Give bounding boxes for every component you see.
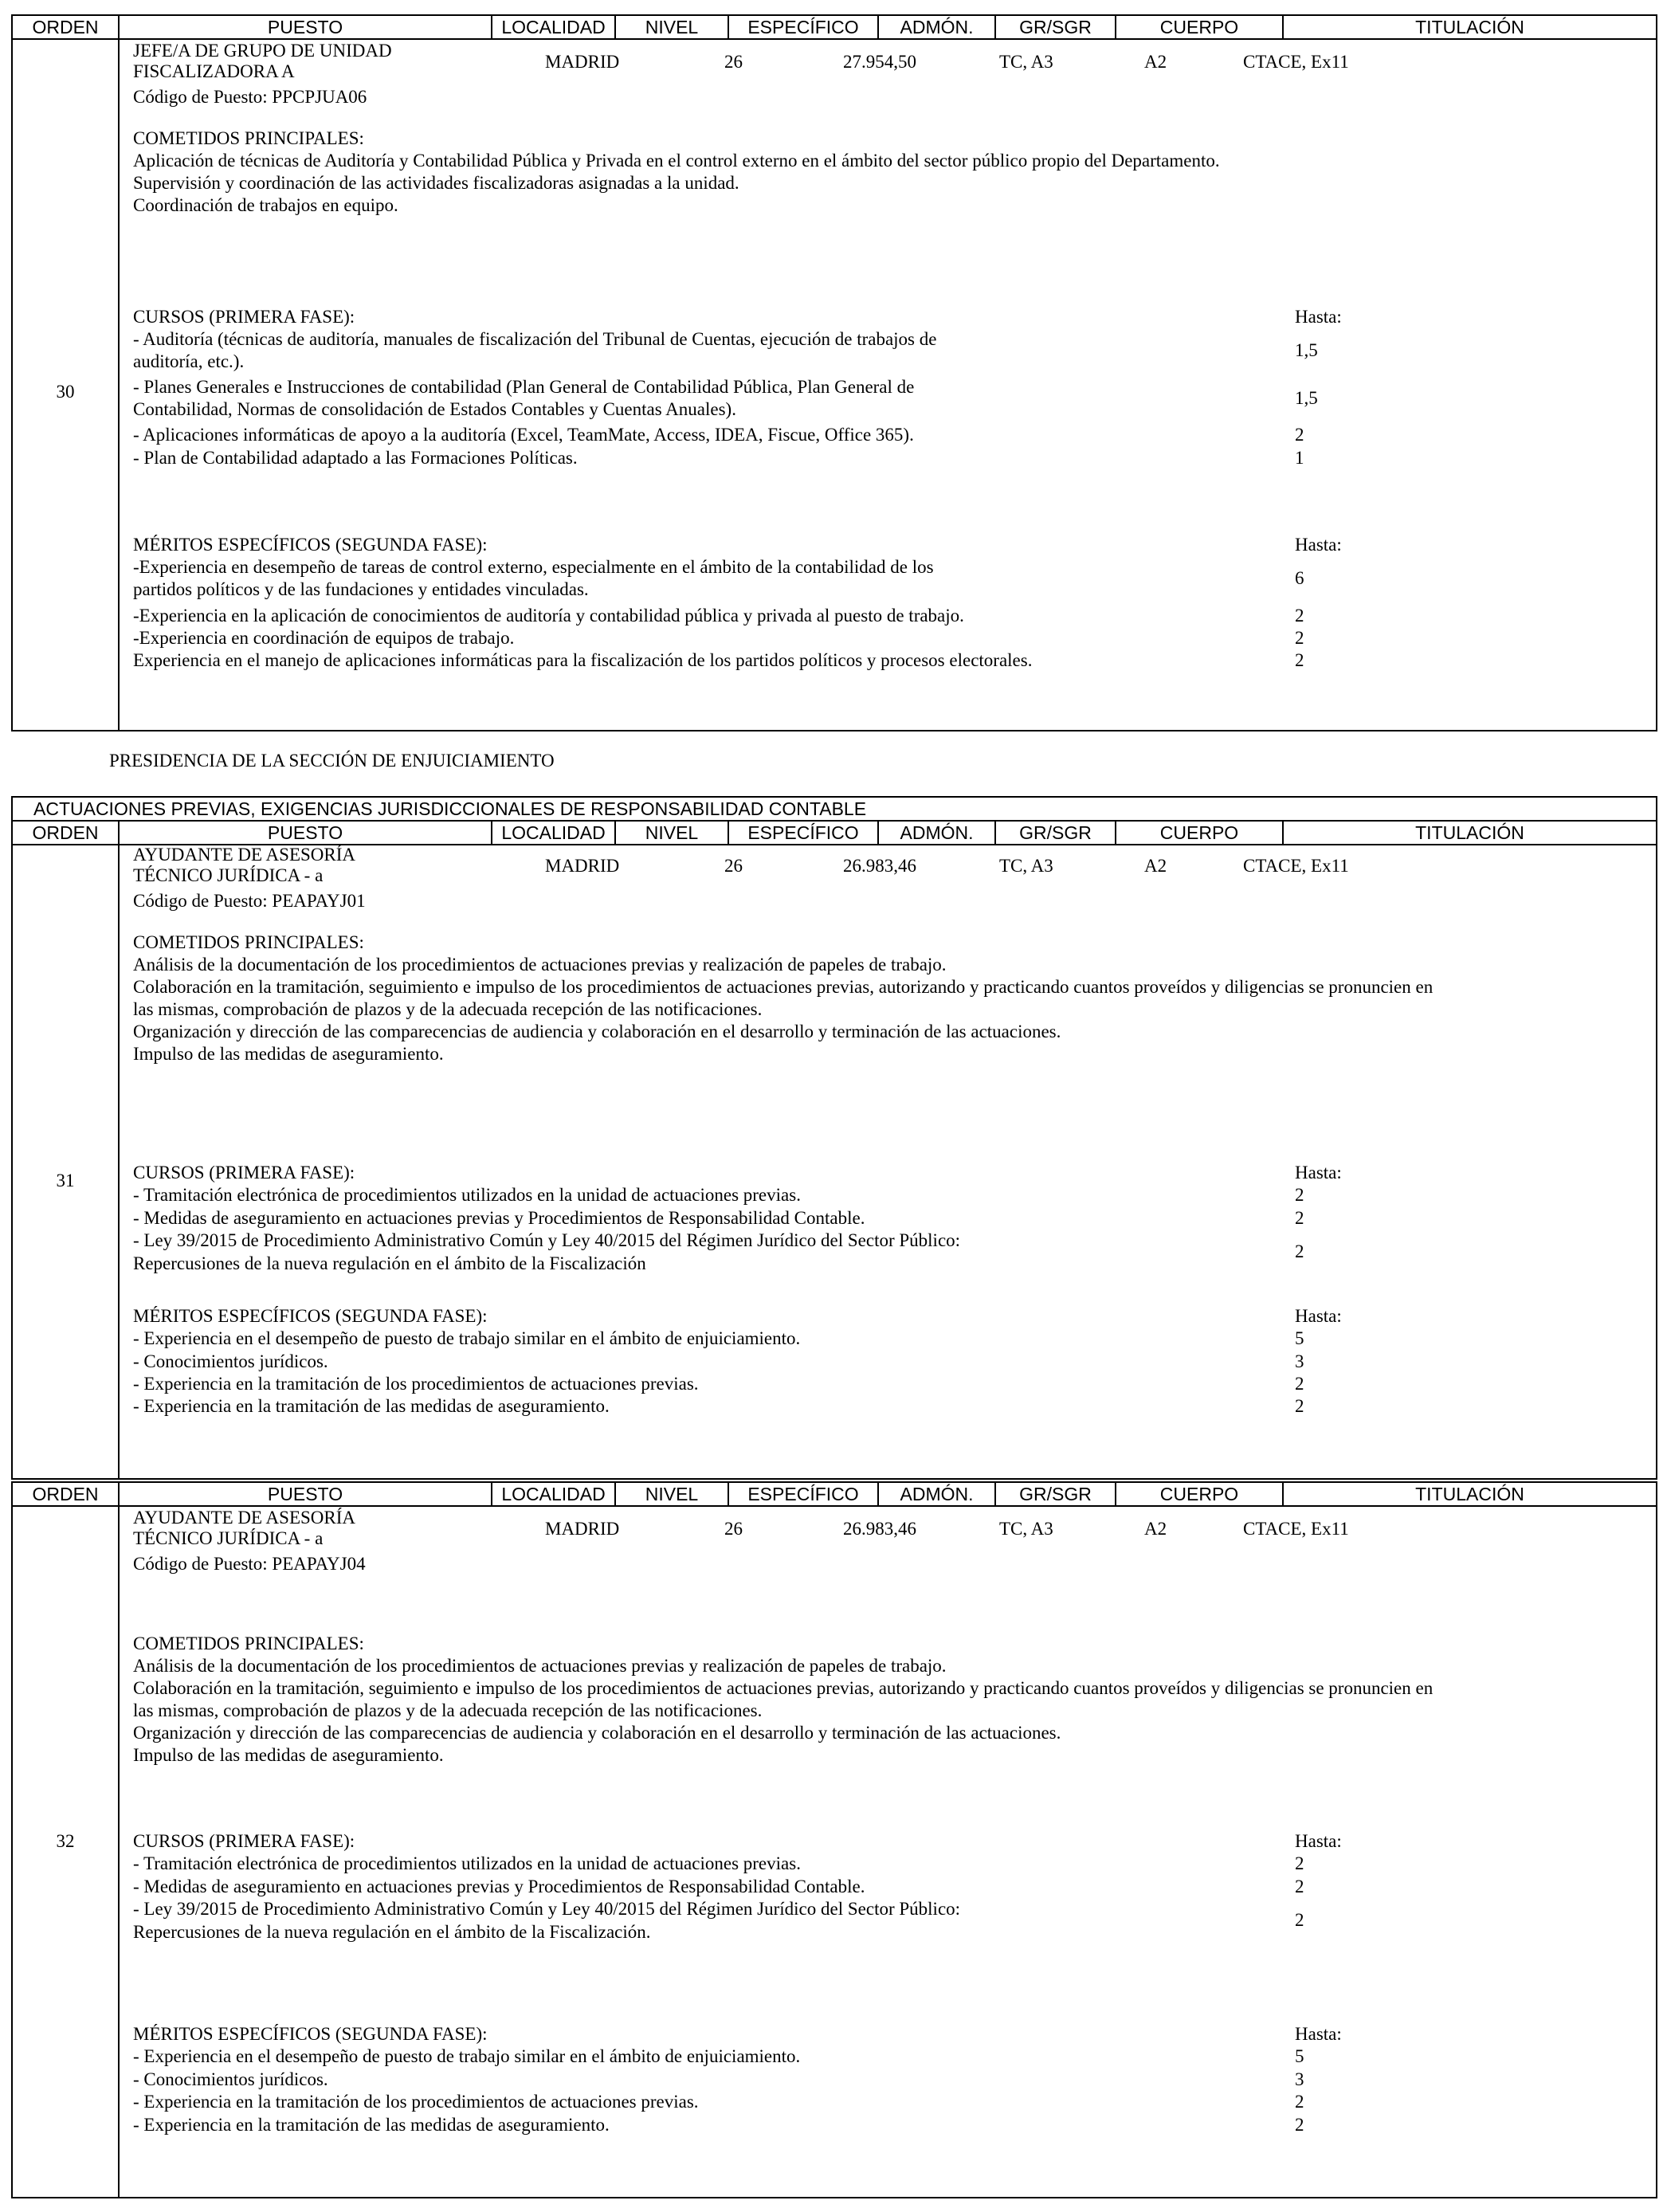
cometido-line: las mismas, comprobación de plazos y de la adecuada recepción de las notificaciones. [133, 1700, 763, 1720]
merito-line: - Experiencia en la tramitación de las medidas de aseguramiento. [133, 1396, 610, 1416]
hasta-label: Hasta: [1295, 307, 1342, 327]
header-cell: ESPECÍFICO [728, 1483, 877, 1505]
header-cell: TITULACIÓN [1282, 1483, 1656, 1505]
meritos-title: MÉRITOS ESPECÍFICOS (SEGUNDA FASE): [133, 535, 488, 555]
header-cell: GR/SGR [994, 16, 1115, 38]
curso-line: - Auditoría (técnicas de auditoría, manuales de fiscalización del Tribunal de Cuentas, ejecución de trabajos de [133, 329, 937, 349]
orden-number: 32 [56, 1831, 75, 1851]
curso-line: - Ley 39/2015 de Procedimiento Administrativo Común y Ley 40/2015 del Régimen Jurídico del Sector Público: [133, 1230, 961, 1250]
merito-line: - Conocimientos jurídicos. [133, 1351, 328, 1371]
cometido-line: Coordinación de trabajos en equipo. [133, 195, 398, 215]
merito-points: 2 [1295, 2092, 1304, 2112]
merito-points: 6 [1295, 568, 1304, 588]
header-cell: CUERPO [1115, 822, 1282, 844]
nivel-value: 26 [724, 52, 743, 72]
merito-line: - Experiencia en la tramitación de los procedimientos de actuaciones previas. [133, 1374, 699, 1394]
cometido-line: Organización y dirección de las comparecencias de audiencia y colaboración en el desarrollo y terminación de las actuaciones. [133, 1723, 1061, 1743]
header-cell: PUESTO [118, 1483, 491, 1505]
curso-points: 1,5 [1295, 340, 1318, 360]
admon-value: TC, A3 [999, 52, 1053, 72]
puesto-name: AYUDANTE DE ASESORÍA [133, 1508, 355, 1528]
hasta-label: Hasta: [1295, 2024, 1342, 2044]
header-cell: NIVEL [614, 1483, 728, 1505]
header-cell: ADMÓN. [877, 822, 994, 844]
header-cell: LOCALIDAD [491, 822, 614, 844]
orden-number: 31 [56, 1171, 75, 1190]
header-cell: TITULACIÓN [1282, 822, 1656, 844]
curso-points: 2 [1295, 1910, 1304, 1930]
merito-line: - Experiencia en el desempeño de puesto de trabajo similar en el ámbito de enjuiciamiento. [133, 1328, 801, 1348]
cometido-line: Colaboración en la tramitación, seguimiento e impulso de los procedimientos de actuaciones previas, autorizando y practicando cuantos proveídos y diligencias se pronuncien en [133, 977, 1434, 997]
merito-line: - Experiencia en la tramitación de los procedimientos de actuaciones previas. [133, 2092, 699, 2112]
puesto-name: JEFE/A DE GRUPO DE UNIDAD [133, 41, 392, 61]
especifico-value: 26.983,46 [843, 856, 916, 876]
curso-line: - Aplicaciones informáticas de apoyo a la auditoría (Excel, TeamMate, Access, IDEA, Fiscue, Office 365). [133, 425, 914, 445]
puesto-name: AYUDANTE DE ASESORÍA [133, 845, 355, 865]
curso-line: - Plan de Contabilidad adaptado a las Formaciones Políticas. [133, 448, 578, 468]
merito-line: Experiencia en el manejo de aplicaciones informáticas para la fiscalización de los partidos políticos y procesos electorales. [133, 650, 1033, 670]
header-cell: ORDEN [32, 822, 99, 843]
curso-points: 1 [1295, 448, 1304, 468]
cometido-line: Impulso de las medidas de aseguramiento. [133, 1044, 444, 1064]
cursos-title: CURSOS (PRIMERA FASE): [133, 307, 355, 327]
header-cell: ORDEN [32, 1484, 99, 1504]
cometido-line: Impulso de las medidas de aseguramiento. [133, 1745, 444, 1765]
position-block-30 [11, 14, 1657, 731]
header-cell: LOCALIDAD [491, 16, 614, 38]
cometido-line: Análisis de la documentación de los procedimientos de actuaciones previas y realización de papeles de trabajo. [133, 955, 947, 975]
nivel-value: 26 [724, 856, 743, 876]
cuerpo-value: CTACE, Ex11 [1243, 52, 1349, 72]
cometido-line: Organización y dirección de las comparecencias de audiencia y colaboración en el desarrollo y terminación de las actuaciones. [133, 1022, 1061, 1041]
curso-line: - Planes Generales e Instrucciones de contabilidad (Plan General de Contabilidad Pública, Plan General de [133, 377, 915, 397]
admon-value: TC, A3 [999, 856, 1053, 876]
curso-line: - Ley 39/2015 de Procedimiento Administrativo Común y Ley 40/2015 del Régimen Jurídico del Sector Público: [133, 1899, 961, 1919]
header-cell: CUERPO [1115, 1483, 1282, 1505]
header-cell: ORDEN [32, 17, 99, 37]
especifico-value: 26.983,46 [843, 1519, 916, 1539]
cuerpo-value: CTACE, Ex11 [1243, 1519, 1349, 1539]
especifico-value: 27.954,50 [843, 52, 916, 72]
merito-points: 3 [1295, 1351, 1304, 1371]
puesto-name: FISCALIZADORA A [133, 61, 295, 81]
curso-line: - Tramitación electrónica de procedimientos utilizados en la unidad de actuaciones previas. [133, 1853, 801, 1873]
merito-line: - Experiencia en el desempeño de puesto de trabajo similar en el ámbito de enjuiciamiento. [133, 2046, 801, 2066]
curso-points: 2 [1295, 1185, 1304, 1205]
nivel-value: 26 [724, 1519, 743, 1539]
cuerpo-value: CTACE, Ex11 [1243, 856, 1349, 876]
curso-line: Contabilidad, Normas de consolidación de Estados Contables y Cuentas Anuales). [133, 399, 736, 419]
puesto-name: TÉCNICO JURÍDICA - a [133, 1528, 324, 1548]
curso-line: - Tramitación electrónica de procedimientos utilizados en la unidad de actuaciones previas. [133, 1185, 801, 1205]
puesto-code: Código de Puesto: PPCPJUA06 [133, 87, 367, 107]
curso-line: - Medidas de aseguramiento en actuaciones previas y Procedimientos de Responsabilidad Contable. [133, 1877, 865, 1896]
merito-points: 2 [1295, 628, 1304, 648]
curso-points: 2 [1295, 1208, 1304, 1228]
cometidos-title: COMETIDOS PRINCIPALES: [133, 1634, 364, 1653]
curso-line: Repercusiones de la nueva regulación en el ámbito de la Fiscalización [133, 1253, 646, 1273]
puesto-code: Código de Puesto: PEAPAYJ01 [133, 891, 366, 911]
cometidos-title: COMETIDOS PRINCIPALES: [133, 932, 364, 952]
cursos-title: CURSOS (PRIMERA FASE): [133, 1163, 355, 1182]
cometido-line: las mismas, comprobación de plazos y de la adecuada recepción de las notificaciones. [133, 999, 763, 1019]
merito-line: - Experiencia en la tramitación de las medidas de aseguramiento. [133, 2115, 610, 2135]
cursos-title: CURSOS (PRIMERA FASE): [133, 1831, 355, 1851]
curso-points: 2 [1295, 1877, 1304, 1896]
cometido-line: Colaboración en la tramitación, seguimiento e impulso de los procedimientos de actuaciones previas, autorizando y practicando cuantos proveídos y diligencias se pronuncien en [133, 1678, 1434, 1698]
table-header [13, 16, 1656, 40]
merito-points: 5 [1295, 2046, 1304, 2066]
localidad-value: MADRID [545, 1519, 620, 1539]
localidad-value: MADRID [545, 856, 620, 876]
meritos-title: MÉRITOS ESPECÍFICOS (SEGUNDA FASE): [133, 1306, 488, 1326]
localidad-value: MADRID [545, 52, 620, 72]
orden-number: 30 [56, 382, 75, 402]
merito-line: -Experiencia en la aplicación de conocimientos de auditoría y contabilidad pública y privada al puesto de trabajo. [133, 606, 964, 626]
header-cell: CUERPO [1115, 16, 1282, 38]
header-cell: NIVEL [614, 16, 728, 38]
hasta-label: Hasta: [1295, 1163, 1342, 1182]
hasta-label: Hasta: [1295, 1831, 1342, 1851]
puesto-code: Código de Puesto: PEAPAYJ04 [133, 1554, 366, 1574]
curso-points: 2 [1295, 425, 1304, 445]
merito-points: 2 [1295, 1374, 1304, 1394]
header-cell: ADMÓN. [877, 1483, 994, 1505]
curso-line: auditoría, etc.). [133, 351, 245, 371]
merito-points: 2 [1295, 650, 1304, 670]
admon-value: TC, A3 [999, 1519, 1053, 1539]
curso-points: 1,5 [1295, 388, 1318, 408]
column-divider [118, 38, 120, 730]
header-cell: TITULACIÓN [1282, 16, 1656, 38]
merito-line: partidos políticos y de las fundaciones y entidades vinculadas. [133, 579, 589, 599]
grupo-value: A2 [1144, 856, 1167, 876]
merito-points: 2 [1295, 1396, 1304, 1416]
merito-points: 2 [1295, 606, 1304, 626]
merito-line: -Experiencia en coordinación de equipos de trabajo. [133, 628, 515, 648]
cometidos-title: COMETIDOS PRINCIPALES: [133, 128, 364, 148]
header-cell: PUESTO [118, 16, 491, 38]
merito-points: 2 [1295, 2115, 1304, 2135]
header-cell: ADMÓN. [877, 16, 994, 38]
cometido-line: Análisis de la documentación de los procedimientos de actuaciones previas y realización de papeles de trabajo. [133, 1656, 947, 1676]
merito-line: -Experiencia en desempeño de tareas de control externo, especialmente en el ámbito de la contabilidad de los [133, 557, 934, 577]
section-title: PRESIDENCIA DE LA SECCIÓN DE ENJUICIAMIENTO [109, 751, 555, 771]
cometido-line: Supervisión y coordinación de las actividades fiscalizadoras asignadas a la unidad. [133, 173, 739, 193]
merito-points: 5 [1295, 1328, 1304, 1348]
column-divider [118, 1505, 120, 2197]
header-cell: NIVEL [614, 822, 728, 844]
position-content [13, 822, 1656, 1478]
hasta-label: Hasta: [1295, 535, 1342, 555]
header-cell: ESPECÍFICO [728, 16, 877, 38]
merito-points: 3 [1295, 2069, 1304, 2089]
grupo-value: A2 [1144, 52, 1167, 72]
meritos-title: MÉRITOS ESPECÍFICOS (SEGUNDA FASE): [133, 2024, 488, 2044]
curso-line: - Medidas de aseguramiento en actuaciones previas y Procedimientos de Responsabilidad Contable. [133, 1208, 865, 1228]
header-cell: LOCALIDAD [491, 1483, 614, 1505]
merito-line: - Conocimientos jurídicos. [133, 2069, 328, 2089]
header-cell: PUESTO [118, 822, 491, 844]
puesto-name: TÉCNICO JURÍDICA - a [133, 865, 324, 885]
header-cell: ESPECÍFICO [728, 822, 877, 844]
curso-line: Repercusiones de la nueva regulación en el ámbito de la Fiscalización. [133, 1922, 651, 1942]
hasta-label: Hasta: [1295, 1306, 1342, 1326]
table-header [13, 1483, 1656, 1507]
header-cell: GR/SGR [994, 1483, 1115, 1505]
curso-points: 2 [1295, 1241, 1304, 1261]
curso-points: 2 [1295, 1853, 1304, 1873]
header-cell: GR/SGR [994, 822, 1115, 844]
cometido-line: Aplicación de técnicas de Auditoría y Contabilidad Pública y Privada en el control externo en el ámbito del sector público propio del Departamento. [133, 151, 1220, 171]
subsection-title: ACTUACIONES PREVIAS, EXIGENCIAS JURISDICCIONALES DE RESPONSABILIDAD CONTABLE [13, 798, 1656, 822]
position-block-31 [11, 796, 1657, 1480]
position-block-32 [11, 1481, 1657, 2198]
grupo-value: A2 [1144, 1519, 1167, 1539]
